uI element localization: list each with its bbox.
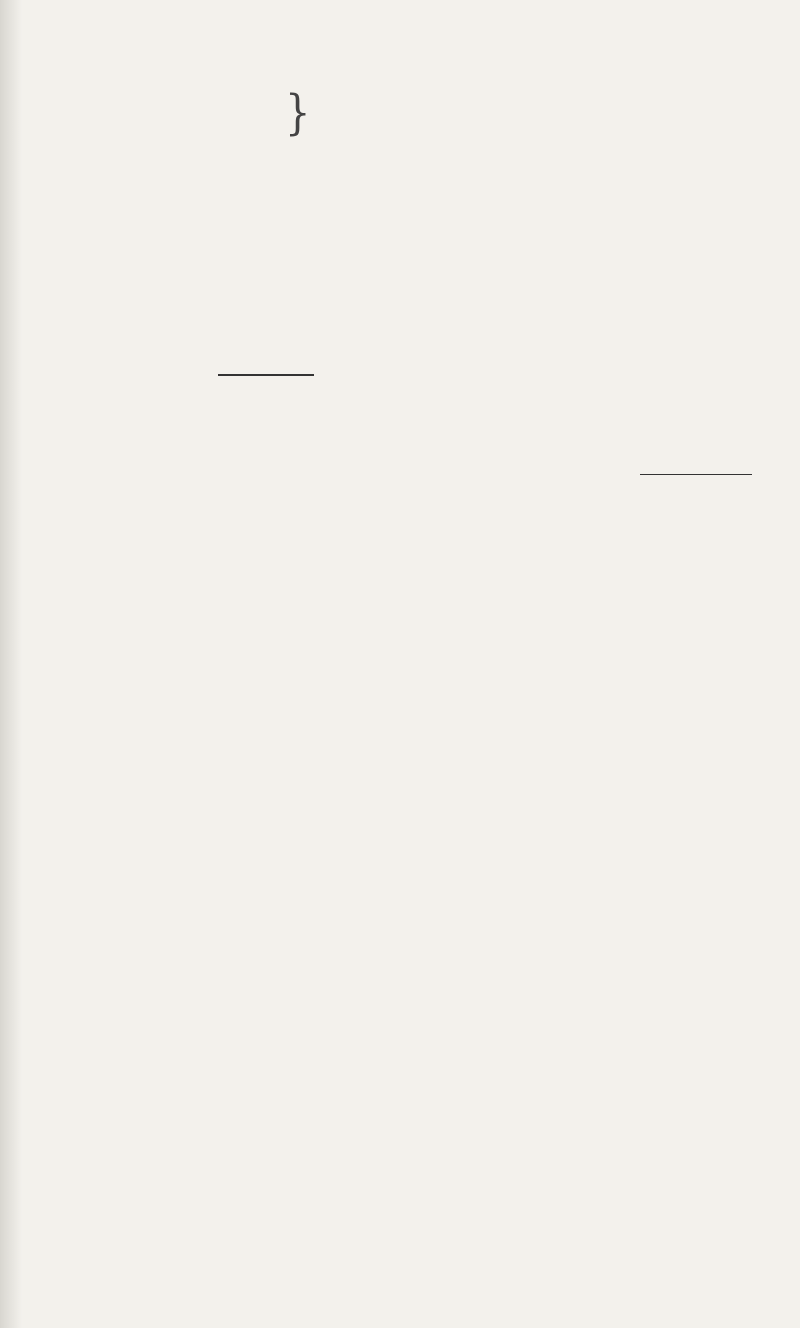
total-rule: [640, 474, 752, 475]
group-header-rule: [218, 374, 314, 376]
page-gutter-shadow: [0, 0, 22, 1328]
formula-brace-icon: }: [285, 85, 311, 141]
